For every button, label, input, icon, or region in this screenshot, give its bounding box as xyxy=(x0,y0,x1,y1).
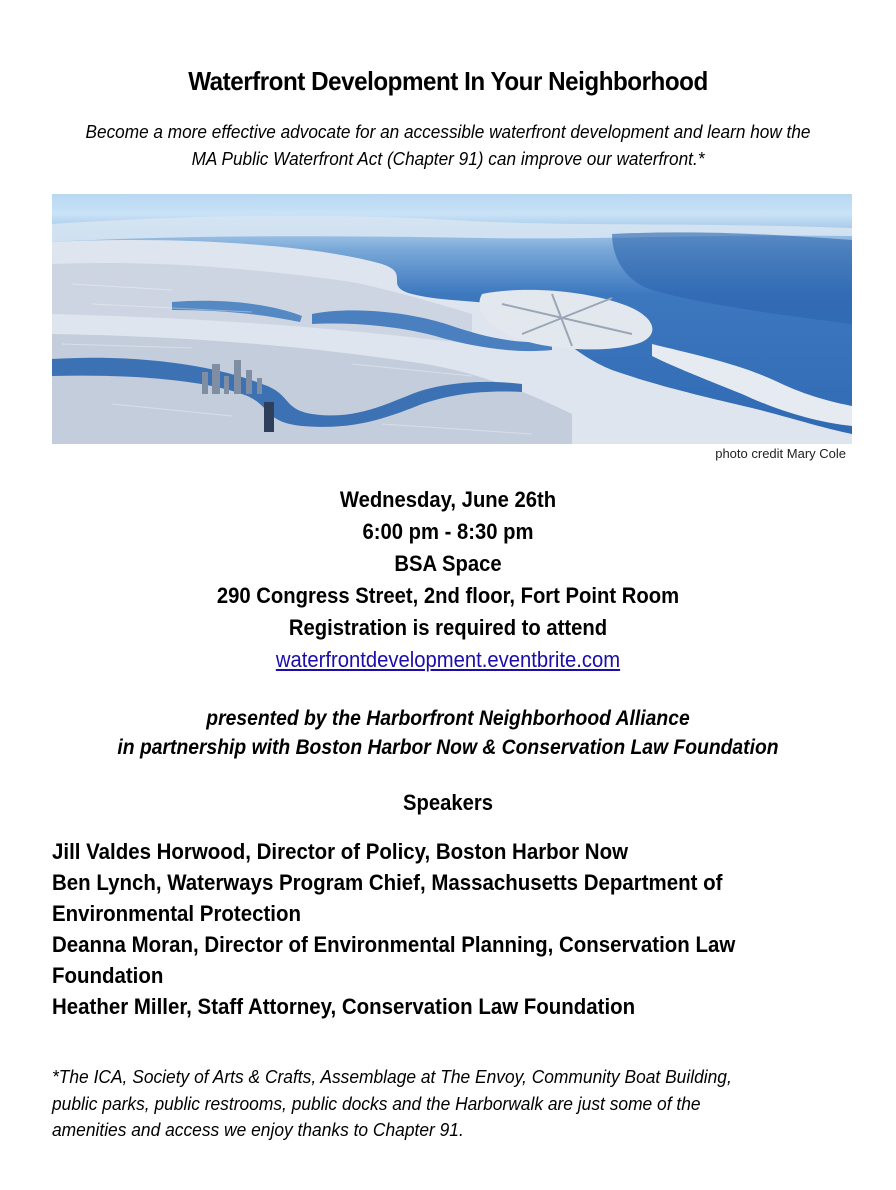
speakers-list xyxy=(52,836,852,1022)
subtitle-line-2: MA Public Waterfront Act (Chapter 91) can improve our waterfront.* xyxy=(191,148,705,169)
presented-by xyxy=(0,704,896,762)
presented-line-2: in partnership with Boston Harbor Now & Conservation Law Foundation xyxy=(117,736,779,759)
aerial-harbor-illustration xyxy=(52,194,852,444)
speakers-heading: Speakers xyxy=(402,790,494,815)
registration-link[interactable]: waterfrontdevelopment.eventbrite.com xyxy=(275,647,621,672)
speaker-line: Deanna Moran, Director of Environmental Planning, Conservation Law xyxy=(52,932,736,957)
speaker-line: Ben Lynch, Waterways Program Chief, Massachusetts Department of xyxy=(52,870,723,895)
event-details xyxy=(0,484,896,676)
footnote-line-2: public parks, public restrooms, public docks and the Harborwalk are just some of the xyxy=(52,1092,701,1114)
footnote-line-3: amenities and access we enjoy thanks to Chapter 91. xyxy=(52,1119,464,1140)
event-date: Wednesday, June 26th xyxy=(339,487,557,512)
subtitle xyxy=(69,118,828,172)
subtitle-line-1: Become a more effective advocate for an accessible waterfront development and learn how the xyxy=(85,121,811,142)
presented-line-1: presented by the Harborfront Neighborhood Alliance xyxy=(206,707,690,730)
event-venue: BSA Space xyxy=(394,551,502,576)
speaker-line: Heather Miller, Staff Attorney, Conservation Law Foundation xyxy=(52,994,636,1019)
event-address: 290 Congress Street, 2nd floor, Fort Point Room xyxy=(216,583,680,608)
event-time: 6:00 pm - 8:30 pm xyxy=(362,519,534,544)
footnote xyxy=(52,1064,851,1144)
speaker-line: Jill Valdes Horwood, Director of Policy, Boston Harbor Now xyxy=(52,839,629,864)
aerial-harbor-photo xyxy=(52,194,852,444)
speaker-line: Environmental Protection xyxy=(52,901,301,926)
page-title: Waterfront Development In Your Neighborhood xyxy=(188,66,708,96)
photo-credit: photo credit Mary Cole xyxy=(715,446,846,461)
registration-note: Registration is required to attend xyxy=(288,615,608,640)
speaker-line: Foundation xyxy=(52,963,164,988)
footnote-line-1: *The ICA, Society of Arts & Crafts, Assemblage at The Envoy, Community Boat Building, xyxy=(52,1066,732,1087)
